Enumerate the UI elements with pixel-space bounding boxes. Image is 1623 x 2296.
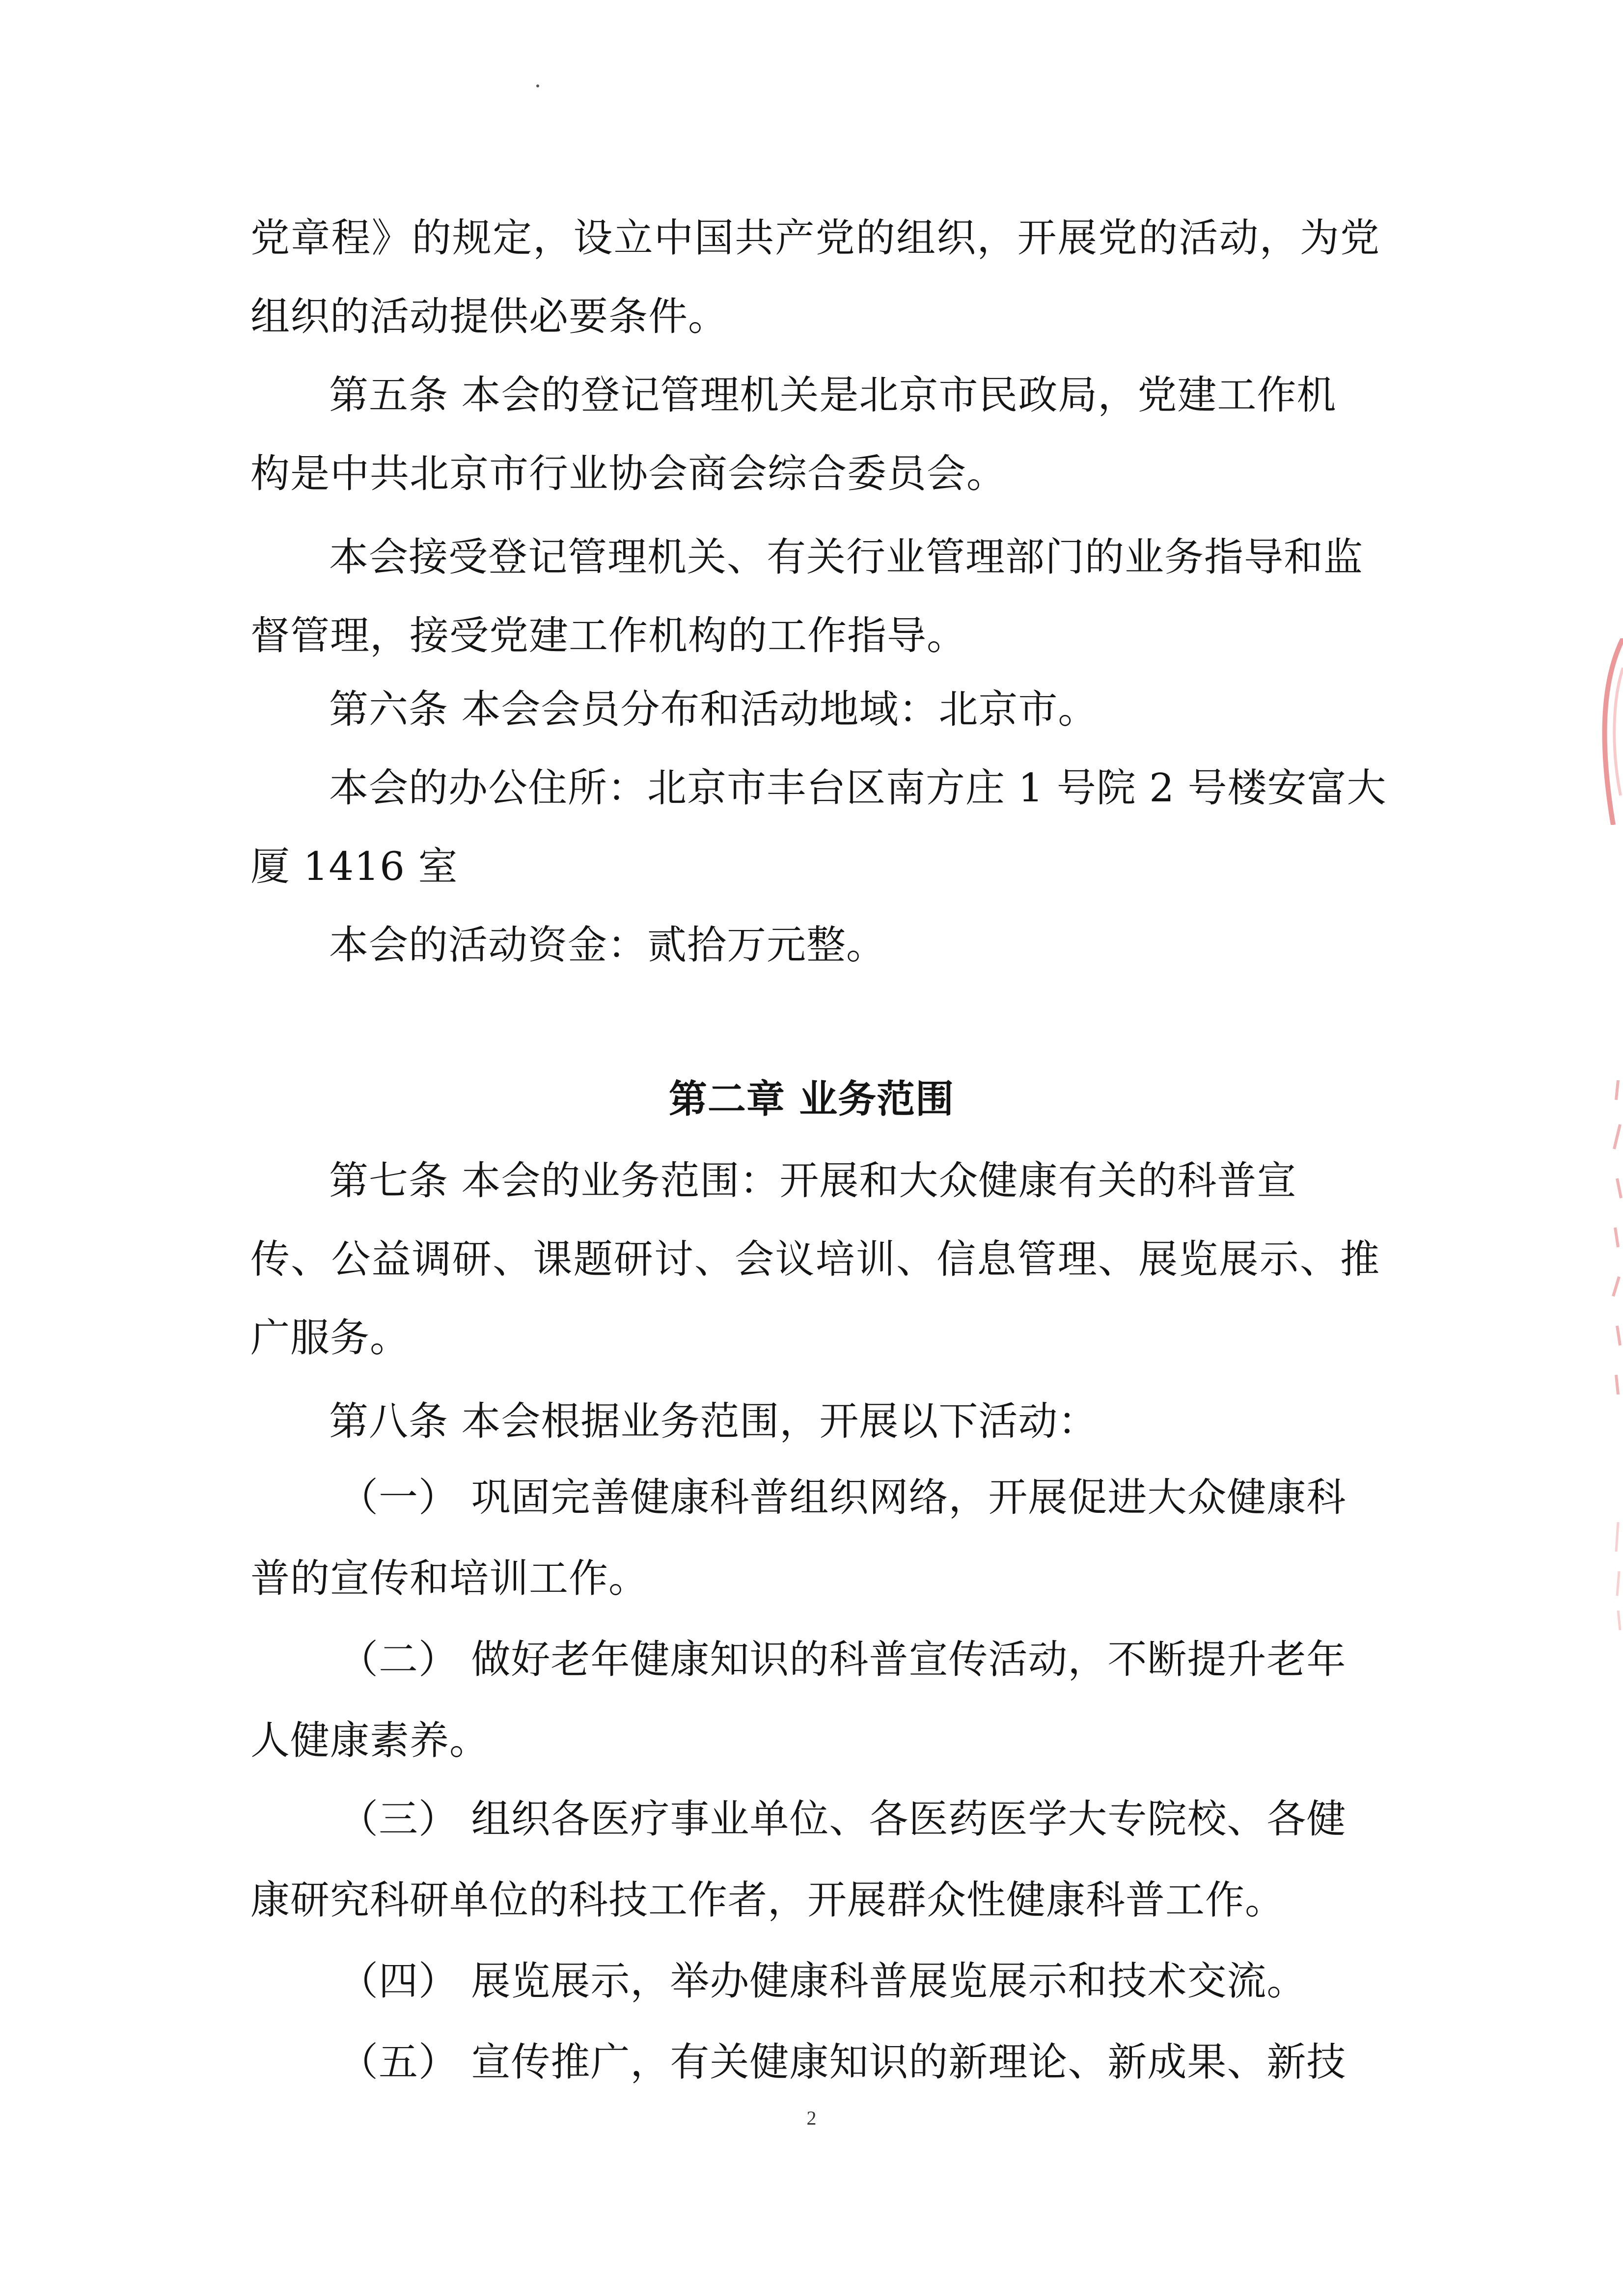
chapter-heading: 第二章 业务范围 — [668, 1077, 955, 1121]
scan-speck — [536, 84, 539, 87]
text-line: 本会接受登记管理机关、有关行业管理部门的业务指导和监 — [329, 534, 1363, 580]
seal-fragment-middle — [1603, 1080, 1623, 1394]
article-6-text: 第六条 本会会员分布和活动地域：北京市。 — [329, 686, 1098, 732]
article-8-text: 第八条 本会根据业务范围，开展以下活动： — [329, 1398, 1098, 1444]
text-line: 普的宣传和培训工作。 — [250, 1556, 648, 1601]
list-item-1: （一） 巩固完善健康科普组织网络，开展促进大众健康科 — [339, 1475, 1347, 1520]
list-item-4: （四） 展览展示，举办健康科普展览展示和技术交流。 — [339, 1958, 1307, 2004]
text-line: 构是中共北京市行业协会商会综合委员会。 — [250, 451, 1006, 496]
text-line: 广服务。 — [250, 1315, 410, 1361]
text-line: 人健康素养。 — [250, 1718, 489, 1763]
text-line: 督管理，接受党建工作机构的工作指导。 — [250, 613, 966, 658]
list-item-5: （五） 宣传推广，有关健康知识的新理论、新成果、新技 — [339, 2039, 1347, 2085]
text-line: 传、公益调研、课题研讨、会议培训、信息管理、展览展示、推 — [250, 1236, 1380, 1282]
page-number: 2 — [806, 2107, 817, 2129]
list-item-2: （二） 做好老年健康知识的科普宣传活动，不断提升老年 — [339, 1637, 1347, 1682]
text-line: 厦 1416 室 — [250, 844, 458, 889]
seal-fragment-bottom — [1608, 1522, 1623, 1630]
text-line: 党章程》的规定，设立中国共产党的组织，开展党的活动，为党 — [250, 215, 1380, 261]
list-item-3: （三） 组织各医疗事业单位、各医药医学大专院校、各健 — [339, 1796, 1347, 1842]
text-line: 本会的办公住所：北京市丰台区南方庄 1 号院 2 号楼安富大 — [329, 765, 1387, 811]
text-line: 本会的活动资金：贰拾万元整。 — [329, 922, 886, 968]
text-line: 组织的活动提供必要条件。 — [250, 294, 728, 339]
article-5-text: 第五条 本会的登记管理机关是北京市民政局，党建工作机 — [329, 372, 1337, 418]
text-line: 康研究科研单位的科技工作者，开展群众性健康科普工作。 — [250, 1877, 1285, 1923]
article-7-text: 第七条 本会的业务范围：开展和大众健康有关的科普宣 — [329, 1158, 1297, 1203]
seal-fragment-top — [1594, 638, 1623, 825]
